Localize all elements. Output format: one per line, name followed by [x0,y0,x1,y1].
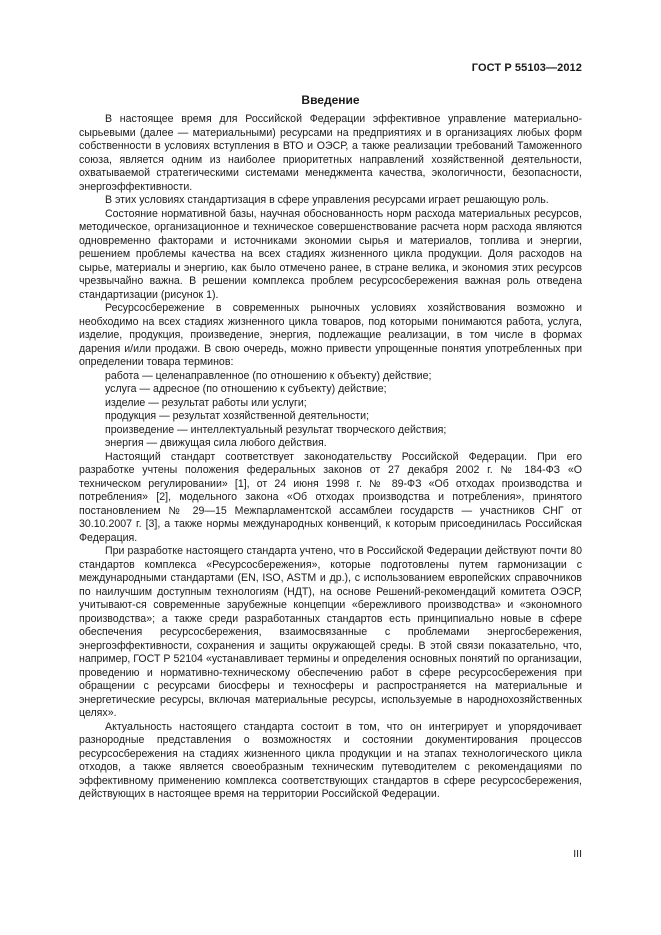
page-number: III [573,848,582,860]
paragraph-resource-saving: Ресурсосбережение в современных рыночных условиях хозяйствования возможно и необходимо на всех стадиях жизненного цикла товаров, под которыми понимаются работа, услуга, изделие, продукция, произведение, энергия, подлежащие реализации, в том числе в формах дарения и/или продажи. В свою очередь, можно привести упрощенные понятия употребленных при определении товара терминов: [79,302,582,368]
term-work-of-art: произведение — интеллектуальный результат творческого действия; [105,423,447,436]
paragraph-development: При разработке настоящего стандарта учтено, что в Российской Федерации действуют почти 80 стандартов комплекса «Ресурсосбережения», которые подготовлены путем гармонизации с международными стандартами (EN, ISO, ASTM и др.), с использованием европейских справочников по наилучшим доступным технологиям (НДТ), на основе Решений-рекомендаций комитета ОЭСР, учитывают-ся современные зарубежные концепции «бережливого производства» и «экономного производства»; а также среди разработанных стандартов есть принципиально новые в сфере обеспечения ресурсосбережения, взаимосвязанные с проблемами энергосбережения, энергоэффективности, сохранения и защиты окружающей среды. В этой связи показательно, что, например, ГОСТ Р 52104 «устанавливает термины и определения основных понятий по организации, проведению и нормативно-техническому обеспечению работ в сфере ресурсосбережения при обращении с ресурсами биосферы и техносферы и распространяется на материальные и энергетические ресурсы, включая материальные ресурсы, используемые в народнохозяйственных целях». [79,545,582,719]
document-code-header: ГОСТ Р 55103—2012 [471,62,582,74]
term-service: услуга — адресное (по отношению к субъекту) действие; [105,383,387,395]
paragraph-legislation: Настоящий стандарт соответствует законодательству Российской Федерации. При его разработке учтены положения федеральных законов от 27 декабря 2002 г. № 184-ФЗ «О техническом регулировании» [1], от 24 июня 1998 г. № 89-ФЗ «Об отходах производства и потребления» [2], модельного закона «Об отходах производства и потребления», принятого постановлением № 29—15 Межпарламентской ассамблеи государств — участников СНГ от 30.10.2007 г. [3], а также нормы международных конвенций, к которым присоединилась Российская Федерация. [79,450,582,544]
paragraph-intro: В настоящее время для Российской Федерации эффективное управление материально-сырьевыми (далее — материальными) ресурсами на предприятиях и в организациях любых форм собственности в условиях вступления в ВТО и ОЭСР, а также реализации требований Таможенного союза, является одним из наиболее приоритетных направлений хозяйственной деятельности, охватываемой стратегическими системами менеджмента качества, экологичности, безопасности, энергоэффективности. [79,113,582,193]
term-work: работа — целенаправленное (по отношению к объекту) действие; [105,369,432,382]
section-title: Введение [301,93,360,107]
paragraph-relevance: Актуальность настоящего стандарта состоит в том, что он интегрирует и упорядочивает разнородные представления о возможностях и состоянии документирования процессов ресурсосбережения на стадиях жизненного цикла продукции и на этапах технологического цикла отходов, а также является своеобразным техническим путеводителем с рекомендациями по эффективному применению комплекса соответствующих стандартов в сфере ресурсосбережения, действующих в настоящее время на территории Российской Федерации. [79,720,582,800]
term-energy: энергия — движущая сила любого действия. [105,437,327,449]
term-product: продукция — результат хозяйственной деятельности; [105,410,370,422]
term-item: изделие — результат работы или услуги; [105,396,307,409]
paragraph-standardization-role: В этих условиях стандартизация в сфере управления ресурсами играет решающую роль. [105,194,549,206]
body-text [79,113,582,802]
paragraph-normative-base: Состояние нормативной базы, научная обоснованность норм расхода материальных ресурсов, методическое, организационное и техническое совершенствование расчета норм расхода являются одновременно факторами и источниками экономии сырья и материалов, топлива и энергии, решением проблемы качества на всех стадиях жизненного цикла продукции. Доля расходов на сырье, материалы и энергию, как было отмечено ранее, в стране велика, и экономия этих ресурсов чрезвычайно важна. В решении комплекса проблем ресурсосбережения важная роль отведена стандартизации (рисунок 1). [79,207,582,301]
